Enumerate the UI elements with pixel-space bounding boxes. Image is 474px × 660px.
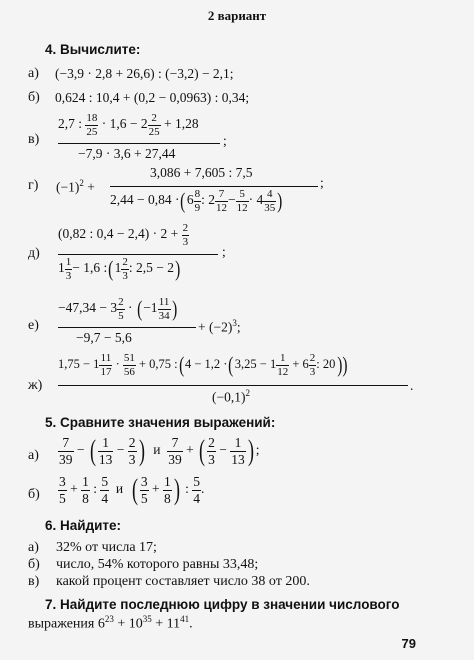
fraction-denominator: 5 <box>59 490 66 506</box>
e-num-text-3: −1 <box>143 300 158 316</box>
task4-e-denominator: −9,7 − 5,6 <box>76 330 132 345</box>
task5-label-a: а) <box>28 448 39 463</box>
fraction-denominator: 13 <box>98 451 113 467</box>
zh-text-4: 4 − 1,2 · <box>184 357 228 372</box>
zh-den-base: (−0,1) <box>212 389 246 405</box>
task7-text-2: + 10 <box>113 616 143 632</box>
task6-item-v: какой процент составляет число 38 от 200. <box>56 574 310 589</box>
task7-exp-2: 35 <box>142 614 152 624</box>
v-num-text-3: + 1,28 <box>164 116 199 132</box>
d-semicolon: ; <box>222 244 226 259</box>
t5b-op-2: : <box>93 481 98 497</box>
task6-label-v: в) <box>28 574 40 589</box>
g-prefix-base: (−1) <box>56 179 80 195</box>
paren-close: ) <box>247 434 254 467</box>
d-num-text: (0,82 : 0,4 − 2,4) · 2 + <box>58 226 179 242</box>
task7-line1: 7. Найдите последнюю цифру в значении числового <box>45 597 400 612</box>
fraction-numerator: 5 <box>236 188 249 202</box>
fraction-numerator: 5 <box>193 473 201 489</box>
zh-period: . <box>410 378 414 393</box>
e-tail <box>198 318 241 336</box>
paren-close: ) <box>171 296 177 322</box>
task6-label-b: б) <box>28 557 40 572</box>
fraction-numerator: 3 <box>140 473 148 489</box>
g-den-text-3: : 2 <box>201 192 215 208</box>
fraction-numerator: 2 <box>182 222 189 234</box>
fraction-denominator: 56 <box>123 365 135 378</box>
task5-label-b: б) <box>28 487 40 502</box>
fraction-denominator: 3 <box>208 451 215 467</box>
fraction-denominator: 25 <box>148 125 160 138</box>
t5b-op-3: + <box>152 481 160 497</box>
fraction-numerator: 2 <box>118 296 124 308</box>
t5a-op-2: − <box>116 442 125 458</box>
fraction-numerator: 3 <box>59 473 66 489</box>
zh-text-2: · <box>115 357 120 372</box>
zh-text-3: + 0,75 : <box>138 357 178 372</box>
g-den-fraction-4 <box>263 188 276 214</box>
zh-den-exponent: 2 <box>245 388 250 398</box>
e-tail-exponent: 3 <box>232 318 237 328</box>
task6-item-a: 32% от числа 17; <box>56 540 157 555</box>
e-num-text-1: −47,34 − 3 <box>58 300 118 316</box>
g-den-text-1: 2,44 − 0,84 · <box>110 192 180 208</box>
g-den-text-2: 6 <box>186 192 194 208</box>
fraction-numerator: 7 <box>215 188 228 202</box>
fraction-denominator: 12 <box>277 365 289 378</box>
v-semicolon: ; <box>223 133 227 148</box>
paren-close: ) <box>277 188 283 214</box>
t5b-fraction-3 <box>100 474 109 506</box>
g-den-fraction-3 <box>236 188 249 214</box>
fraction-denominator: 4 <box>193 490 201 506</box>
zh-fraction-3 <box>276 352 289 378</box>
d-num-fraction <box>182 222 190 248</box>
fraction-numerator: 2 <box>148 112 161 126</box>
task4-d-denominator <box>58 256 181 282</box>
t5a-fraction-6 <box>230 435 246 467</box>
fraction-denominator: 12 <box>215 201 227 214</box>
fraction-denominator: 3 <box>128 451 136 467</box>
task4-label-b: б) <box>28 90 40 105</box>
g-plus: + <box>87 179 95 195</box>
zh-text-7: : 20 <box>316 357 336 372</box>
fraction-denominator: 35 <box>264 201 276 214</box>
g-den-fraction-1 <box>194 188 202 214</box>
fraction-numerator: 2 <box>128 434 136 450</box>
task4-expr-b: 0,624 : 10,4 + (0,2 − 0,0963) : 0,34; <box>55 90 250 105</box>
t5a-fraction-5 <box>207 435 216 467</box>
fraction-numerator: 51 <box>123 352 135 364</box>
d-den-text-2: − 1,6 : <box>72 260 108 276</box>
g-den-fraction-2 <box>215 188 228 214</box>
g-den-text-4: − <box>227 192 236 208</box>
task4-g-numerator: 3,086 + 7,605 : 7,5 <box>150 165 253 180</box>
paren-close: )) <box>337 352 348 378</box>
fraction-denominator: 5 <box>118 309 124 322</box>
e-num-text-2: · <box>127 300 133 316</box>
task5-expr-a <box>58 434 260 468</box>
fraction-numerator: 4 <box>263 188 276 202</box>
fraction-denominator: 4 <box>101 490 109 506</box>
v-num-fraction-1 <box>85 112 98 138</box>
v-fraction-bar <box>58 143 220 144</box>
task4-g-denominator <box>110 188 284 214</box>
e-tail-base: + (−2) <box>198 319 233 335</box>
fraction-denominator: 3 <box>122 269 128 282</box>
task4-d-numerator <box>58 222 189 248</box>
t5b-fraction-1 <box>58 474 67 506</box>
paren-open: ( <box>89 434 96 467</box>
fraction-denominator: 8 <box>164 490 171 506</box>
task5-title: 5. Сравните значения выражений: <box>45 415 276 430</box>
d-den-text-3: 1 <box>114 260 122 276</box>
paren-open: ( <box>180 188 186 214</box>
task7-exp-3: 41 <box>180 614 190 624</box>
g-semicolon: ; <box>320 175 324 190</box>
t5b-op-4: : <box>185 481 189 497</box>
zh-fraction-bar <box>58 385 408 386</box>
g-prefix-exponent: 2 <box>79 178 84 188</box>
task7-text-1: выражения 6 <box>28 616 105 632</box>
fraction-denominator: 17 <box>100 365 112 378</box>
fraction-denominator: 13 <box>231 451 245 467</box>
fraction-numerator: 18 <box>86 112 98 124</box>
v-num-text-1: 2,7 : <box>58 116 83 132</box>
t5a-op-4: − <box>219 442 227 458</box>
task5-expr-b <box>58 473 204 507</box>
e-num-fraction-1 <box>117 296 125 322</box>
task6-label-a: а) <box>28 540 39 555</box>
page-number: 79 <box>401 636 416 651</box>
task4-label-a: а) <box>28 66 39 81</box>
zh-text-6: + 6 <box>292 357 309 372</box>
zh-fraction-1 <box>99 352 112 378</box>
fraction-numerator: 7 <box>58 435 74 452</box>
fraction-numerator: 8 <box>194 188 201 200</box>
fraction-numerator: 11 <box>158 296 170 308</box>
t5a-and: и <box>153 442 161 458</box>
task7-text-3: + 11 <box>151 616 181 632</box>
task4-label-g: г) <box>28 178 39 193</box>
d-den-text-4: : 2,5 − 2 <box>128 260 174 276</box>
task4-zh-numerator <box>58 352 350 378</box>
task4-zh-denominator <box>212 388 250 406</box>
task4-v-denominator: −7,9 · 3,6 + 27,44 <box>78 146 176 161</box>
task6-item-b: число, 54% которого равны 33,48; <box>56 557 259 572</box>
fraction-denominator: 9 <box>194 201 201 214</box>
g-fraction-bar <box>110 186 318 187</box>
fraction-denominator: 12 <box>236 201 248 214</box>
zh-fraction-2 <box>123 352 136 378</box>
fraction-numerator: 11 <box>100 352 112 364</box>
v-num-text-2: · 1,6 − 2 <box>101 116 148 132</box>
paren-open: ( <box>178 352 184 378</box>
paren-open: ( <box>108 256 114 282</box>
fraction-denominator: 3 <box>309 365 316 378</box>
task4-v-numerator <box>58 112 199 138</box>
t5b-fraction-5 <box>163 474 172 506</box>
paren-open: ( <box>136 296 143 322</box>
task7-exp-1: 23 <box>104 614 114 624</box>
d-fraction-bar <box>58 254 218 255</box>
g-prefix <box>56 178 95 196</box>
fraction-numerator: 2 <box>122 256 128 268</box>
t5a-fraction-4 <box>167 435 183 467</box>
task6-title: 6. Найдите: <box>45 518 122 533</box>
d-den-text-1: 1 <box>58 260 65 276</box>
d-den-fraction-2 <box>121 256 129 282</box>
t5b-end: . <box>201 481 205 497</box>
fraction-denominator: 34 <box>158 309 170 322</box>
t5a-fraction-2 <box>98 435 114 467</box>
e-semicolon: ; <box>236 319 241 335</box>
task4-e-numerator <box>58 296 178 322</box>
fraction-denominator: 5 <box>140 490 148 506</box>
zh-text-5: 3,25 − 1 <box>234 357 277 372</box>
t5b-fraction-6 <box>192 474 201 506</box>
t5b-and: и <box>115 481 124 497</box>
task4-label-d: д) <box>28 246 40 261</box>
t5b-op-1: + <box>70 481 78 497</box>
fraction-denominator: 3 <box>182 235 189 248</box>
t5a-op-3: + <box>186 442 194 458</box>
fraction-denominator: 39 <box>59 451 73 467</box>
g-den-text-5: · 4 <box>248 192 264 208</box>
zh-text-1: 1,75 − 1 <box>58 357 100 372</box>
fraction-numerator: 1 <box>230 435 246 452</box>
task7-line2 <box>28 614 193 633</box>
fraction-numerator: 5 <box>101 473 109 489</box>
task4-label-zh: ж) <box>28 378 43 393</box>
fraction-numerator: 1 <box>98 435 114 452</box>
e-num-fraction-2 <box>158 296 171 322</box>
task4-expr-a: (−3,9 · 2,8 + 26,6) : (−3,2) − 2,1; <box>55 66 234 81</box>
paren-open: ( <box>228 352 234 378</box>
t5a-fraction-3 <box>128 435 137 467</box>
v-num-fraction-2 <box>148 112 161 138</box>
fraction-denominator: 8 <box>82 490 89 506</box>
fraction-denominator: 3 <box>65 269 72 282</box>
fraction-numerator: 1 <box>65 256 72 268</box>
t5a-end: ; <box>255 442 260 458</box>
paren-close: ) <box>173 473 180 506</box>
paren-close: ) <box>175 256 181 282</box>
fraction-numerator: 1 <box>276 352 289 366</box>
task4-label-e: е) <box>28 318 39 333</box>
paren-open: ( <box>131 473 138 506</box>
task7-end: . <box>189 616 193 632</box>
fraction-numerator: 7 <box>167 435 183 452</box>
paren-open: ( <box>199 434 206 467</box>
t5a-op-1: − <box>76 442 85 458</box>
t5b-fraction-2 <box>81 474 90 506</box>
variant-header: 2 вариант <box>207 8 267 23</box>
task4-title: 4. Вычислите: <box>45 42 141 57</box>
t5b-fraction-4 <box>140 474 149 506</box>
fraction-numerator: 2 <box>208 434 215 450</box>
fraction-numerator: 1 <box>164 473 171 489</box>
fraction-numerator: 1 <box>82 473 89 489</box>
t5a-fraction-1 <box>58 435 74 467</box>
e-fraction-bar <box>58 327 196 328</box>
task4-label-v: в) <box>28 132 40 147</box>
fraction-denominator: 39 <box>168 451 182 467</box>
paren-close: ) <box>138 434 145 467</box>
fraction-denominator: 25 <box>86 125 98 138</box>
fraction-numerator: 2 <box>309 352 316 364</box>
